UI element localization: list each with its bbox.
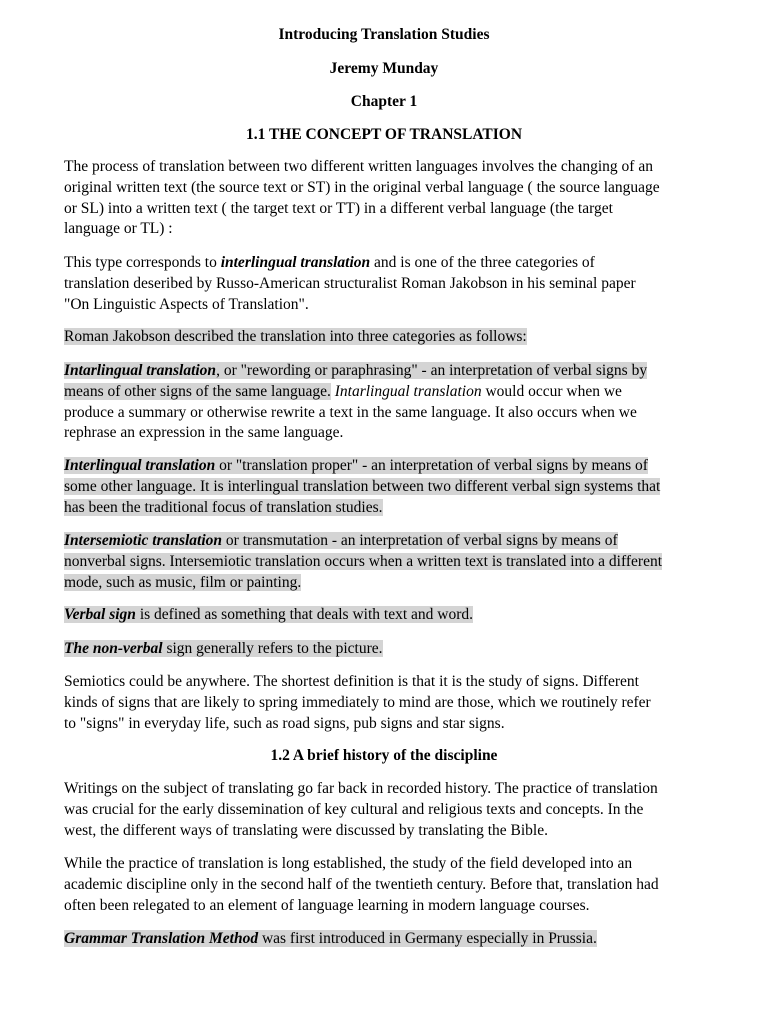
paragraph-interlingual-jakobson: This type corresponds to interlingual translation and is one of the three categories of translation deseribed by Russo-American structuralist Roman Jakobson in his seminal paper "On Linguistic Aspects of Translation". (64, 254, 636, 313)
paragraph-intersemiotic-translation: Intersemiotic translation or transmutation - an interpretation of verbal signs by means of nonverbal signs. Intersemiotic translation occurs when a written text is translated into a different mode, such as music, film or painting. (64, 532, 663, 591)
paragraph-non-verbal-sign: The non-verbal sign generally refers to the picture. (64, 640, 383, 657)
paragraph-grammar-translation-method: Grammar Translation Method was first introduced in Germany especially in Prussia. (64, 930, 597, 947)
book-title: Introducing Translation Studies (278, 26, 490, 43)
section-heading-1-1: 1.1 THE CONCEPT OF TRANSLATION (245, 126, 523, 143)
paragraph-three-categories: Roman Jakobson described the translation into three categories as follows: (64, 328, 527, 345)
chapter-heading: Chapter 1 (350, 93, 418, 110)
paragraph-interlingual-translation: Interlingual translation or "translation proper" - an interpretation of verbal signs by means of some other language. It is interlingual translation between two different verbal sign systems that has been the traditional focus of translation studies. (64, 457, 661, 516)
author-name: Jeremy Munday (329, 60, 439, 77)
paragraph-intralingual-translation: Intarlingual translation, or "rewording or paraphrasing" - an interpretation of verbal signs by means of other signs of the same language. Intarlingual translation would occur when we produce a summary or otherwise rewrite a text in the same language. It also occurs when we rephrase an expression in the same language. (64, 362, 648, 442)
paragraph-semiotics: Semiotics could be anywhere. The shortest definition is that it is the study of signs. Different kinds of signs that are likely to spring immediately to mind are those, which we routinely refer to "signs" in everyday life, such as road signs, pub signs and star signs. (64, 673, 651, 732)
paragraph-academic-discipline: While the practice of translation is long established, the study of the field developed into an academic discipline only in the second half of the twentieth century. Before that, translation had often been relegated to an element of language learning in modern language courses. (64, 855, 659, 914)
paragraph-verbal-sign: Verbal sign is defined as something that deals with text and word. (64, 606, 473, 623)
paragraph-process-of-translation: The process of translation between two different written languages involves the changing of an original written text (the source text or ST) in the original verbal language ( the source language or SL) into a written text ( the target text or TT) in a different verbal language (the target language or TL) : (64, 158, 660, 238)
section-heading-1-2: 1.2 A brief history of the discipline (270, 747, 498, 764)
paragraph-history-writings: Writings on the subject of translating go far back in recorded history. The practice of translation was crucial for the early dissemination of key cultural and religious texts and concepts. In the west, the different ways of translating were discussed by translating the Bible. (64, 780, 658, 839)
